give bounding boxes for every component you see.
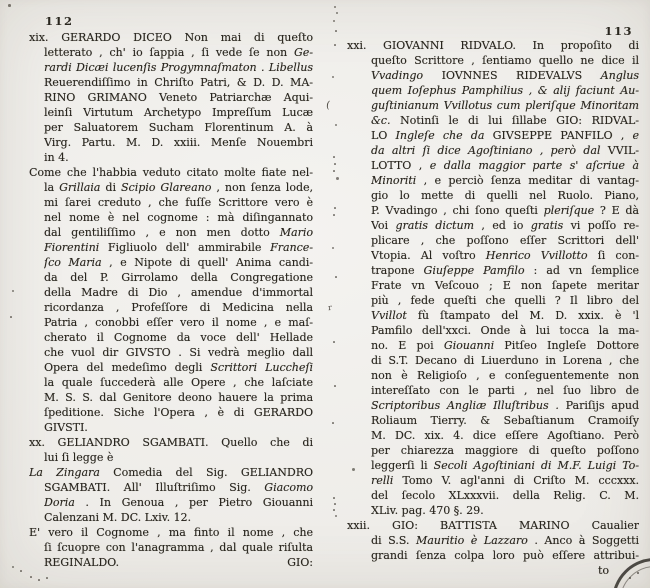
text-line	[371, 488, 639, 503]
text-line	[371, 368, 639, 383]
text-run: leggerſi li	[371, 459, 434, 472]
text-line	[29, 165, 313, 180]
text-line	[44, 495, 313, 510]
text-run: dal gentiliſſimo , e non men dotto	[44, 226, 280, 239]
text-line	[371, 113, 639, 128]
text-line	[371, 443, 639, 458]
scan-speck	[334, 44, 336, 46]
italic-text-run: gratis	[530, 219, 564, 232]
text-line	[371, 293, 639, 308]
scan-speck	[332, 76, 334, 78]
scan-speck	[335, 30, 337, 32]
text-line	[29, 30, 313, 45]
text-line	[371, 353, 639, 368]
italic-text-run: Scriptoribus Angliæ Illuſtribus .	[371, 399, 559, 412]
text-run: ſi ſcuopre con l'anagramma , dal quale riſulta	[44, 541, 313, 554]
italic-text-run: relli	[371, 474, 394, 487]
text-run: lui ſi legge è	[44, 451, 114, 464]
text-line	[371, 398, 639, 413]
italic-text-run: Secoli Agoſtiniani di M.F. Luigi To-	[433, 459, 639, 472]
scan-speck	[8, 4, 11, 7]
text-run: queſto Scrittore , ſentiamo quello ne dice il	[371, 54, 639, 67]
text-line	[371, 458, 639, 473]
stamp-mark	[637, 572, 639, 574]
text-run: Patria , conobbi eſſer vero il nome , e maſ-	[44, 316, 313, 329]
text-line	[29, 525, 313, 540]
text-run: intereſſato con le parti , nel ſuo libro de	[371, 384, 639, 397]
text-run: la	[44, 181, 60, 194]
entry-paragraph	[29, 435, 313, 465]
italic-text-run: Giuſeppe Pamfilo	[423, 264, 525, 277]
text-run: grandi ſenza colpa loro può eſſere attribui-	[371, 549, 639, 562]
text-line	[44, 195, 313, 210]
text-line	[371, 188, 639, 203]
text-run: ſi con-	[587, 249, 639, 262]
text-run: Tomo V. agl'anni di Criſto M. cccxxx.	[393, 474, 639, 487]
text-line	[371, 83, 639, 98]
text-run: mi ſarei creduto , che fuſſe Scrittore vero è	[44, 196, 313, 209]
text-line	[44, 60, 313, 75]
text-line	[371, 218, 639, 233]
catchword-right: to	[597, 564, 609, 577]
stamp-mark	[629, 577, 631, 579]
scan-speck	[332, 247, 334, 249]
text-line	[371, 173, 639, 188]
text-line	[44, 105, 313, 120]
text-run: letterato , ch' io ſappia , ſi vede ſe non	[44, 46, 294, 59]
scan-speck	[333, 341, 335, 343]
scan-speck	[335, 276, 337, 278]
text-run: LO	[371, 129, 396, 142]
text-run: : ad vn ſemplice	[524, 264, 639, 277]
text-run: vi poſſo re-	[563, 219, 639, 232]
scan-speck	[334, 207, 336, 209]
text-run: , ed io	[473, 219, 531, 232]
scan-speck	[12, 566, 14, 568]
italic-text-run: e	[632, 129, 639, 142]
italic-text-run: La Zingara	[29, 466, 100, 479]
text-run: M. DC. xix. 4. dice eſſere Agoſtiano. Però	[371, 429, 639, 442]
text-line	[371, 338, 639, 353]
text-run: ſpeditione. Siche l'Opera , è di GERARDO	[44, 406, 313, 419]
text-run: Come che l'habbia veduto citato molte fiate nel-	[29, 166, 313, 179]
text-run: Reuerendiſſimo in Chriſto Patri, & D. D. MA-	[44, 76, 313, 89]
italic-text-run: Henrico Vvillotto	[485, 249, 588, 262]
entry-paragraph	[29, 465, 313, 525]
text-line	[44, 510, 313, 525]
text-run: . Anco à Soggetti	[527, 534, 639, 547]
text-run: trapone	[371, 264, 424, 277]
text-line	[371, 53, 639, 68]
text-run: Voi	[371, 219, 396, 232]
text-run: Vtopia. Al voſtro	[371, 249, 486, 262]
italic-text-run: Minoriti	[371, 174, 417, 187]
scan-speck	[46, 577, 48, 579]
text-line	[44, 45, 313, 60]
text-run: gio lo mette di quelli nel Ruolo. Piano,	[371, 189, 639, 202]
italic-text-run: Anglus	[600, 69, 639, 82]
line-left-text: REGINALDO.	[44, 556, 120, 569]
text-line	[371, 158, 639, 173]
italic-text-run: rardi Dicæi lucenſis Progymnaſmaton . Libellus	[44, 61, 313, 74]
text-run: la quale ſuccederà alle Opere , che laſciate	[44, 376, 313, 389]
text-run: M. S. S. dal Genitore deono hauere la prima	[44, 391, 313, 404]
text-line	[371, 203, 639, 218]
text-run: fù ſtampato del M. D. xxix. è 'l	[406, 309, 639, 322]
text-line	[44, 135, 313, 150]
entry-paragraph	[29, 525, 313, 570]
text-run: . In Genoua , per Pietro Giouanni	[74, 496, 313, 509]
italic-text-run: Grillaia	[59, 181, 101, 194]
scan-speck	[336, 12, 338, 14]
text-run: no. E poi	[371, 339, 444, 352]
text-run: di	[100, 181, 121, 194]
page-number-left: 112	[45, 14, 74, 28]
scan-speck	[20, 570, 22, 572]
text-run: Comedia del Sig. GELIANDRO	[99, 466, 313, 479]
text-run: Notinſi le di lui ſillabe GIO: RIDVAL-	[390, 114, 639, 127]
text-run: leinſi Virtutum Archetypo Impreſſum Lucæ	[44, 106, 313, 119]
text-run: VVIL-	[600, 144, 639, 157]
scan-speck	[336, 177, 339, 180]
text-run: , e Nipote di quell' Anima candi-	[101, 256, 313, 269]
entry-paragraph	[29, 165, 313, 435]
text-line	[44, 450, 313, 465]
text-line	[371, 263, 639, 278]
scan-speck	[334, 503, 336, 505]
scan-speck	[333, 20, 335, 22]
scan-speck	[333, 170, 335, 172]
text-line	[44, 555, 313, 570]
ink-mark: r	[327, 302, 333, 313]
text-line	[44, 225, 313, 240]
text-run: plicare , che poſſono eſſer Scrittori dell'	[371, 234, 639, 247]
scan-speck	[12, 290, 14, 292]
text-run: Calenzani M. DC. Lxiv. 12.	[44, 511, 192, 524]
text-line	[371, 68, 639, 83]
text-line	[371, 428, 639, 443]
text-run: in 4.	[44, 151, 69, 164]
scan-speck	[335, 124, 337, 126]
text-run: non è Religioſo , e conſeguentemente non	[371, 369, 639, 382]
italic-text-run: Fiorentini	[44, 241, 100, 254]
text-run: xix. GERARDO DICEO Non mai di queſto	[29, 31, 313, 44]
left-page-text	[29, 30, 313, 570]
entry-paragraph	[347, 518, 639, 563]
text-run: SGAMBATI. All' Illuſtriſimo Sig.	[44, 481, 265, 494]
italic-text-run: Ge-	[293, 46, 313, 59]
text-run: , non ſenza lode,	[211, 181, 313, 194]
text-line	[44, 120, 313, 135]
text-line	[44, 240, 313, 255]
text-line	[44, 255, 313, 270]
text-run: xxi. GIOVANNI RIDVALO. In propoſito di	[347, 39, 639, 52]
scan-speck	[38, 579, 40, 581]
text-run: ricordanza , Profeſſore di Medicina nella	[44, 301, 313, 314]
scan-speck	[334, 163, 336, 165]
scan-speck	[333, 497, 335, 499]
italic-text-run: Giacomo	[264, 481, 313, 494]
scan-speck	[334, 6, 336, 8]
page-number-right: 113	[604, 24, 633, 38]
text-run: per Saluatorem Sucham Florentinum A. à	[44, 121, 313, 134]
text-line	[371, 533, 639, 548]
text-run: E' vero il Cognome , ma finto il nome , che	[29, 526, 313, 539]
text-line	[371, 248, 639, 263]
italic-text-run: pleriſque	[543, 204, 595, 217]
text-line	[371, 383, 639, 398]
text-run: Pitſeo Ingleſe Dottore	[494, 339, 639, 352]
right-page-column	[347, 24, 639, 578]
text-run: P. Vvadingo , chi ſono queſti	[371, 204, 544, 217]
text-run: Opera del medeſimo degli	[44, 361, 211, 374]
text-line	[371, 548, 639, 563]
text-line	[44, 75, 313, 90]
text-run: che vuol dir GIVSTO . Si vedrà meglio dall	[44, 346, 313, 359]
italic-text-run: Vvillot	[371, 309, 407, 322]
scan-speck	[30, 576, 32, 578]
text-run: xxii. GIO: BATTISTA MARINO Caualier	[347, 519, 639, 532]
text-line	[371, 503, 639, 518]
text-line	[347, 38, 639, 53]
entry-paragraph	[29, 30, 313, 165]
text-line	[44, 330, 313, 345]
text-run: Frate vn Veſcouo ; E non ſapete meritar	[371, 279, 639, 292]
text-run: ? E dà	[594, 204, 639, 217]
text-line	[371, 308, 639, 323]
text-run: Pamfilo dell'xxci. Onde à lui tocca la ma-	[371, 324, 639, 337]
text-run: cherato il Cognome da voce dell' Hellade	[44, 331, 313, 344]
text-run: per chiarezza maggiore di queſto poſſono	[371, 444, 639, 457]
text-line	[29, 435, 313, 450]
text-run: del ſecolo XLxxxvii. della Relig. C. M.	[371, 489, 639, 502]
italic-text-run: Giouanni	[443, 339, 495, 352]
text-line	[44, 405, 313, 420]
text-run: LOTTO ,	[371, 159, 430, 172]
text-line	[371, 413, 639, 428]
text-line	[44, 300, 313, 315]
text-line	[44, 315, 313, 330]
text-line	[371, 473, 639, 488]
text-line	[44, 210, 313, 225]
text-line	[371, 143, 639, 158]
text-run: IOVNNES RIDEVALVS	[423, 69, 601, 82]
text-run: di S.S.	[371, 534, 416, 547]
scan-speck	[332, 422, 334, 424]
text-run: Figliuolo dell' ammirabile	[99, 241, 271, 254]
italic-text-run: Mario	[279, 226, 313, 239]
italic-text-run: guſtinianum Vvillotus cum pleriſque Minoritam	[371, 99, 639, 112]
catchword-left: GIO:	[287, 556, 313, 569]
left-page-column	[29, 13, 313, 570]
text-line	[44, 420, 313, 435]
italic-text-run: &c.	[371, 114, 391, 127]
text-line	[44, 345, 313, 360]
text-run: di S.T. Decano di Liuerduno in Lorena , che	[371, 354, 639, 367]
text-line	[44, 90, 313, 105]
italic-text-run: e dalla maggior parte s' aſcriue à	[429, 159, 639, 172]
text-run: da del P. Girrolamo della Congregatione	[44, 271, 313, 284]
text-run: nel nome è nel cognome : mà diſingannato	[44, 211, 313, 224]
text-line	[371, 323, 639, 338]
text-run: della Madre di Dio , amendue d'immortal	[44, 286, 313, 299]
text-line	[44, 270, 313, 285]
scan-speck	[352, 468, 355, 471]
scan-speck	[333, 214, 335, 216]
text-line	[347, 518, 639, 533]
scan-speck	[10, 316, 12, 318]
text-run: XLiv. pag. 470 §. 29.	[371, 504, 484, 517]
italic-text-run: da altri ſi dice Agoſtiniano , però dal	[371, 144, 601, 157]
text-run: RINO GRIMANO Veneto Patriarchæ Aqui-	[44, 91, 313, 104]
italic-text-run: Mauritio è Lazzaro	[415, 534, 528, 547]
text-run: , e perciò ſenza meditar di vantag-	[416, 174, 639, 187]
text-run: xx. GELIANDRO SGAMBATI. Quello che di	[29, 436, 313, 449]
scan-speck	[333, 156, 335, 158]
text-line	[29, 465, 313, 480]
entry-paragraph	[347, 38, 639, 518]
text-run: Virg. Partu. M. D. xxiii. Menſe Nouembri	[44, 136, 313, 149]
scan-speck	[334, 385, 336, 387]
text-line	[44, 360, 313, 375]
italic-text-run: Scipio Glareano	[121, 181, 212, 194]
right-page-text	[347, 38, 639, 563]
ink-mark: (	[325, 99, 331, 112]
text-line	[44, 480, 313, 495]
text-run: più , fede queſti che quelli ? Il libro del	[371, 294, 639, 307]
italic-text-run: Vvadingo	[371, 69, 424, 82]
italic-text-run: ſco Maria	[44, 256, 102, 269]
text-line	[371, 278, 639, 293]
text-run: GIVSEPPE PANFILO ,	[484, 129, 633, 142]
text-line	[44, 180, 313, 195]
italic-text-run: Ingleſe che da	[395, 129, 485, 142]
text-line	[44, 540, 313, 555]
text-line	[371, 128, 639, 143]
text-line	[44, 285, 313, 300]
text-line	[371, 98, 639, 113]
italic-text-run: Doria	[44, 496, 75, 509]
scan-speck	[335, 515, 337, 517]
text-run: Pariſijs apud	[558, 399, 639, 412]
italic-text-run: Scrittori Luccheſi	[210, 361, 313, 374]
text-line	[44, 150, 313, 165]
text-run: Roliaum Tierry. & Sebaſtianum Cramoiſy	[371, 414, 639, 427]
text-run: GIVSTI.	[44, 421, 88, 434]
italic-text-run: France-	[270, 241, 313, 254]
italic-text-run: quem Ioſephus Pamphilius , & alij faciunt Au-	[371, 84, 639, 97]
italic-text-run: gratis dictum	[395, 219, 474, 232]
text-line	[44, 375, 313, 390]
text-line	[44, 390, 313, 405]
scan-speck	[333, 509, 335, 511]
text-line	[371, 233, 639, 248]
